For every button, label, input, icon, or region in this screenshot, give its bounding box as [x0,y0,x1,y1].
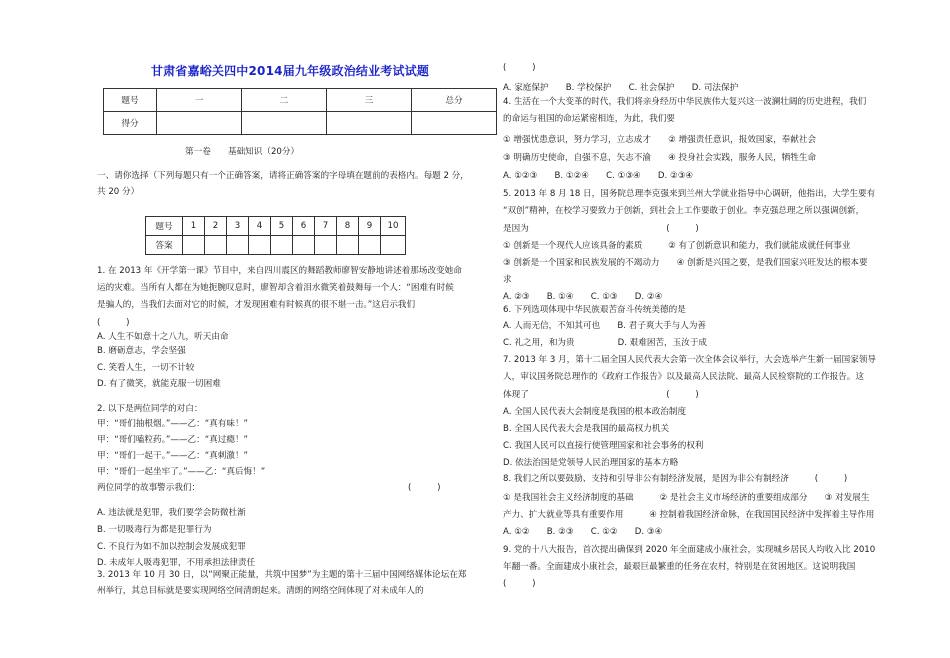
option-line: B. 一切吸毒行为都是犯罪行为 [97,525,212,535]
answer-paren: ( ) [503,579,536,589]
answer-cell[interactable] [183,236,205,255]
question-line: 6. 下列选项体现中华民族艰苦奋斗传统美德的是 [503,305,686,315]
dialogue-line: 甲：“哥们一起干。”——乙：“真刺激！” [97,451,249,461]
option-line: 产力、扩大就业等具有重要作用 ④ 控制着我国经济命脉，在我国国民经济中发挥着主导作用 [503,510,875,520]
option-line: ③ 创新是一个国家和民族发展的不竭动力 ④ 创新是兴国之要，是我们国家兴旺发达的根本要 [503,258,868,268]
answer-number-cell: 4 [249,217,271,236]
dialogue-line: 甲：“哥们抽根烟。”——乙：“真有味！” [97,419,249,429]
score-row [104,112,497,135]
exam-title: 甘肃省嘉峪关四中2014届九年级政治结业考试试题 [150,64,430,78]
question-line: 3. 2013 年 10 月 30 日，以“网聚正能量，共筑中国梦”为主题的第十三届中国网络媒体论坛在郑 [97,570,467,580]
option-line: D. 未成年人吸毒犯罪，不用承担法律责任 [97,558,256,568]
answer-cell[interactable] [227,236,249,255]
option-line: ③ 明确历史使命，自强不息，矢志不渝 ④ 投身社会实践，服务人民，牺牲生命 [503,153,817,163]
option-line: A. 违法就是犯罪，我们要学会防微杜渐 [97,508,246,518]
instruction-line: 共 20 分） [97,187,140,197]
answer-cell[interactable] [359,236,381,255]
option-line: A. 全国人民代表大会制度是我国的根本政治制度 [503,407,687,417]
option-line: A. 家庭保护 B. 学校保护 C. 社会保护 D. 司法保护 [503,83,739,93]
option-line: A. ①②③ B. ①②④ C. ①③④ D. ②③④ [503,171,694,181]
answer-number-cell: 2 [205,217,227,236]
option-line: A. 人而无信，不知其可也 B. 君子爽大手与人为善 [503,321,707,331]
option-line: ① 是我国社会主义经济制度的基础 ② 是社会主义市场经济的重要组成部分 ③ 对发展生 [503,493,870,503]
question-line: 两位同学的故事警示我们： [97,483,201,493]
answer-cell[interactable] [249,236,271,255]
score-table [103,88,497,135]
option-line: D. 有了微笑，就能克服一切困难 [97,379,221,389]
option-line: C. 笑看人生，一切不计较 [97,363,195,373]
answer-cell[interactable] [337,236,359,255]
answer-number-cell: 题号 [146,217,183,236]
answer-cell[interactable] [315,236,337,255]
question-line: 5. 2013 年 8 月 18 日，国务院总理李克强来到兰州大学就业指导中心调研，他指出，大学生要有 [503,189,876,199]
question-line: 7. 2013 年 3 月，第十二届全国人民代表大会第一次全体会议举行，大会选举产生新一届国家领导 [503,355,877,365]
option-line: C. 我国人民可以直接行使管理国家和社会事务的权利 [503,441,704,451]
answer-number-cell: 5 [271,217,293,236]
score-header-cell: 总分 [412,89,497,112]
answer-number-cell: 1 [183,217,205,236]
option-line: A. 人生不如意十之八九，听天由命 [97,332,229,342]
score-header-cell: 二 [242,89,327,112]
answer-cell[interactable] [271,236,293,255]
answer-number-cell: 8 [337,217,359,236]
score-cell[interactable] [412,112,497,135]
question-line: 是骗人的，当我们去面对它的时候，才发现困难有时候真的很不堪一击。”这启示我们 [97,300,416,310]
answer-row [146,236,406,255]
dialogue-line: 甲：“哥们一起坐牢了。”——乙：“真后悔！” [97,467,266,477]
question-line: 是因为 ( ) [503,224,699,234]
answer-table [145,216,406,255]
answer-number-cell: 9 [359,217,381,236]
answer-number-cell: 3 [227,217,249,236]
question-line: 人，审议国务院总理作的《政府工作报告》以及最高人民法院、最高人民检察院的工作报告。这 [503,372,864,382]
option-line: D. 依法治国是党领导人民治理国家的基本方略 [503,458,679,468]
question-line: 8. 我们之所以要鼓励、支持和引导非公有制经济发展，是因为非公有制经济 ( ) [503,474,848,484]
score-cell[interactable] [327,112,412,135]
answer-paren: ( ) [503,63,536,73]
score-header-cell: 一 [157,89,242,112]
question-line: 9. 党的十八大报告，首次提出确保到 2020 年全面建成小康社会，实现城乡居民人均收入比 2010 [503,545,876,555]
option-line: B. 全国人民代表大会是我国的最高权力机关 [503,424,670,434]
answer-paren: ( ) [97,318,130,328]
option-line: A. ②③ B. ①④ C. ①③ D. ②④ [503,292,663,302]
answer-cell[interactable] [205,236,227,255]
question-line: “双创”精神，在校学习要致力于创新，到社会上工作要敢于创业。李克强总理之所以强调创新， [503,206,865,216]
question-line: 的命运与祖国的命运紧密相连，为此，我们要 [503,114,675,124]
section-title: 第一卷 基础知识（20分） [185,147,300,157]
answer-number-row [146,217,406,236]
instruction-line: 一、请你选择（下列每题只有一个正确答案，请将正确答案的字母填在题前的表格内。每题 2 分， [97,171,469,181]
score-cell[interactable] [242,112,327,135]
answer-number-cell: 10 [381,217,406,236]
question-line: 州举行，其总目标就是要实现网络空间清朗起来。清朗的网络空间体现了对未成年人的 [97,586,424,596]
option-line: C. 不良行为如不加以控制会发展成犯罪 [97,542,246,552]
answer-cell[interactable] [381,236,406,255]
score-header-row [104,89,497,112]
option-line: 求 [503,275,512,285]
option-line: A. ①② B. ②③ C. ①② D. ③④ [503,527,663,537]
option-line: C. 礼之用，和为贵 D. 艰难困苦，玉汝于成 [503,338,708,348]
score-header-cell: 三 [327,89,412,112]
question-line: 1. 在 2013 年《开学第一课》节目中，来自四川震区的舞蹈教师廖智安静地讲述着那场改变她命 [97,266,462,276]
option-line: ① 增强忧患意识，努力学习，立志成才 ② 增强责任意识，报效国家，奉献社会 [503,135,817,145]
score-header-cell: 题号 [104,89,157,112]
question-line: 2. 以下是两位同学的对白： [97,404,203,414]
question-line: 年翻一番。全面建成小康社会，最艰巨最繁重的任务在农村，特别是在贫困地区。这说明我国 [503,562,856,572]
answer-number-cell: 6 [293,217,315,236]
score-row-label: 得分 [104,112,157,135]
question-line: 运的灾难。当所有人都在为她扼腕叹息时，廖智却含着泪水微笑着鼓舞每一个人：“困难有时候 [97,283,454,293]
score-cell[interactable] [157,112,242,135]
answer-number-cell: 7 [315,217,337,236]
question-line: 4. 生活在一个大变革的时代，我们将亲身经历中华民族伟大复兴这一波澜壮阔的历史进程，我们 [503,97,867,107]
answer-row-label: 答案 [146,236,183,255]
question-line: 体现了 ( ) [503,390,699,400]
dialogue-line: 甲：“哥们嗑粒药。”——乙：“真过瘾！” [97,435,249,445]
option-line: B. 磨砺意志，学会坚强 [97,346,186,356]
answer-paren: ( ) [408,483,441,493]
option-line: ① 创新是一个现代人应该具备的素质 ② 有了创新意识和能力，我们就能成就任何事业 [503,241,851,251]
answer-cell[interactable] [293,236,315,255]
